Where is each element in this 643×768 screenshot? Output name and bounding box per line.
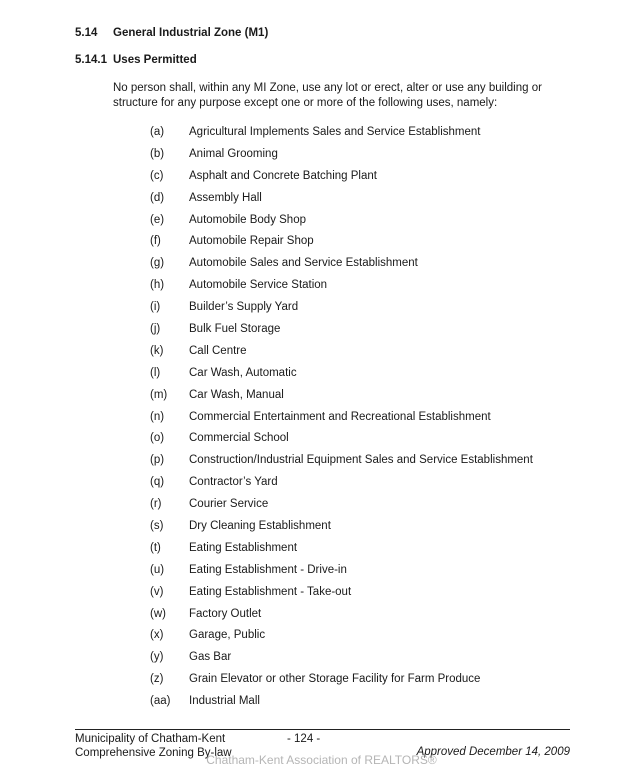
list-item bbox=[150, 449, 533, 471]
approved-date: Approved December 14, 2009 bbox=[416, 746, 570, 758]
list-item-text: Automobile Service Station bbox=[189, 279, 328, 292]
list-item bbox=[150, 581, 533, 603]
list-item-text: Grain Elevator or other Storage Facility for Farm Produce bbox=[189, 673, 481, 686]
list-item-letter: (a) bbox=[150, 125, 165, 138]
list-item-letter: (q) bbox=[150, 476, 165, 489]
list-item-letter: (c) bbox=[150, 169, 164, 182]
list-item-letter: (o) bbox=[150, 432, 165, 445]
list-item-letter: (k) bbox=[150, 344, 164, 357]
list-item bbox=[150, 209, 533, 231]
list-item bbox=[150, 143, 533, 165]
list-item bbox=[150, 165, 533, 187]
list-item-text: Animal Grooming bbox=[189, 147, 278, 160]
list-item-text: Eating Establishment bbox=[189, 541, 298, 554]
list-item-text: Asphalt and Concrete Batching Plant bbox=[189, 169, 377, 182]
list-item-letter: (b) bbox=[150, 147, 165, 160]
list-item-letter: (h) bbox=[150, 279, 165, 292]
section-heading bbox=[75, 27, 268, 39]
list-item-text: Garage, Public bbox=[189, 629, 266, 642]
list-item bbox=[150, 362, 533, 384]
list-item-text: Construction/Industrial Equipment Sales and Service Establishment bbox=[189, 454, 533, 467]
list-item-letter: (x) bbox=[150, 629, 164, 642]
list-item-text: Car Wash, Automatic bbox=[189, 366, 297, 379]
list-item bbox=[150, 340, 533, 362]
list-item bbox=[150, 187, 533, 209]
list-item-text: Gas Bar bbox=[189, 651, 232, 664]
list-item-letter: (p) bbox=[150, 454, 165, 467]
list-item-text: Industrial Mall bbox=[189, 695, 260, 708]
list-item-letter: (m) bbox=[150, 388, 168, 401]
list-item-text: Dry Cleaning Establishment bbox=[189, 519, 331, 532]
list-item-text: Bulk Fuel Storage bbox=[189, 322, 281, 335]
footer-divider bbox=[75, 729, 570, 730]
list-item-text: Assembly Hall bbox=[189, 191, 262, 204]
list-item-letter: (w) bbox=[150, 607, 166, 620]
page-number: - 124 - bbox=[287, 733, 321, 745]
list-item-text: Eating Establishment - Take-out bbox=[189, 585, 352, 598]
permitted-uses-list bbox=[150, 121, 533, 712]
list-item-letter: (aa) bbox=[150, 695, 171, 708]
list-item-letter: (z) bbox=[150, 673, 164, 686]
list-item bbox=[150, 668, 533, 690]
list-item-text: Automobile Sales and Service Establishment bbox=[189, 257, 418, 270]
list-item bbox=[150, 318, 533, 340]
list-item-letter: (g) bbox=[150, 257, 165, 270]
list-item-letter: (i) bbox=[150, 301, 161, 314]
list-item bbox=[150, 252, 533, 274]
list-item-text: Car Wash, Manual bbox=[189, 388, 284, 401]
list-item bbox=[150, 603, 533, 625]
list-item bbox=[150, 559, 533, 581]
list-item bbox=[150, 493, 533, 515]
intro-paragraph: No person shall, within any MI Zone, use any lot or erect, alter or use any building or structure for any purpose except one or more of the following uses, namely: bbox=[113, 82, 542, 109]
list-item-text: Automobile Body Shop bbox=[189, 213, 306, 226]
list-item-text: Commercial School bbox=[189, 432, 289, 445]
list-item-text: Automobile Repair Shop bbox=[189, 235, 314, 248]
list-item-letter: (v) bbox=[150, 585, 164, 598]
list-item-letter: (r) bbox=[150, 498, 162, 511]
list-item-letter: (l) bbox=[150, 366, 161, 379]
list-item-letter: (s) bbox=[150, 519, 164, 532]
subsection-heading bbox=[75, 54, 197, 66]
list-item-letter: (u) bbox=[150, 563, 165, 576]
list-item bbox=[150, 296, 533, 318]
list-item-text: Commercial Entertainment and Recreational Establishment bbox=[189, 410, 491, 423]
section-number: 5.14 bbox=[75, 27, 98, 39]
list-item-letter: (n) bbox=[150, 410, 165, 423]
list-item bbox=[150, 690, 533, 712]
subsection-title: Uses Permitted bbox=[113, 54, 197, 66]
list-item bbox=[150, 274, 533, 296]
list-item bbox=[150, 624, 533, 646]
list-item bbox=[150, 646, 533, 668]
list-item bbox=[150, 384, 533, 406]
list-item bbox=[150, 515, 533, 537]
list-item bbox=[150, 121, 533, 143]
list-item bbox=[150, 471, 533, 493]
list-item bbox=[150, 427, 533, 449]
list-item-letter: (e) bbox=[150, 213, 165, 226]
list-item-letter: (j) bbox=[150, 322, 161, 335]
list-item-letter: (t) bbox=[150, 541, 161, 554]
list-item bbox=[150, 537, 533, 559]
list-item bbox=[150, 406, 533, 428]
list-item-letter: (y) bbox=[150, 651, 164, 664]
subsection-number: 5.14.1 bbox=[75, 54, 107, 66]
list-item-text: Eating Establishment - Drive-in bbox=[189, 563, 347, 576]
list-item-text: Courier Service bbox=[189, 498, 269, 511]
list-item-letter: (f) bbox=[150, 235, 161, 248]
list-item-text: Contractor’s Yard bbox=[189, 476, 278, 489]
list-item-text: Agricultural Implements Sales and Service Establishment bbox=[189, 125, 481, 138]
footer-bylaw: Comprehensive Zoning By-law bbox=[75, 746, 232, 759]
section-title: General Industrial Zone (M1) bbox=[113, 27, 269, 39]
list-item bbox=[150, 230, 533, 252]
list-item-letter: (d) bbox=[150, 191, 165, 204]
watermark: Chatham-Kent Association of REALTORS® bbox=[206, 753, 437, 767]
list-item-text: Factory Outlet bbox=[189, 607, 262, 620]
list-item-text: Builder’s Supply Yard bbox=[189, 301, 299, 314]
list-item-text: Call Centre bbox=[189, 344, 247, 357]
footer-municipality: Municipality of Chatham-Kent bbox=[75, 733, 226, 745]
